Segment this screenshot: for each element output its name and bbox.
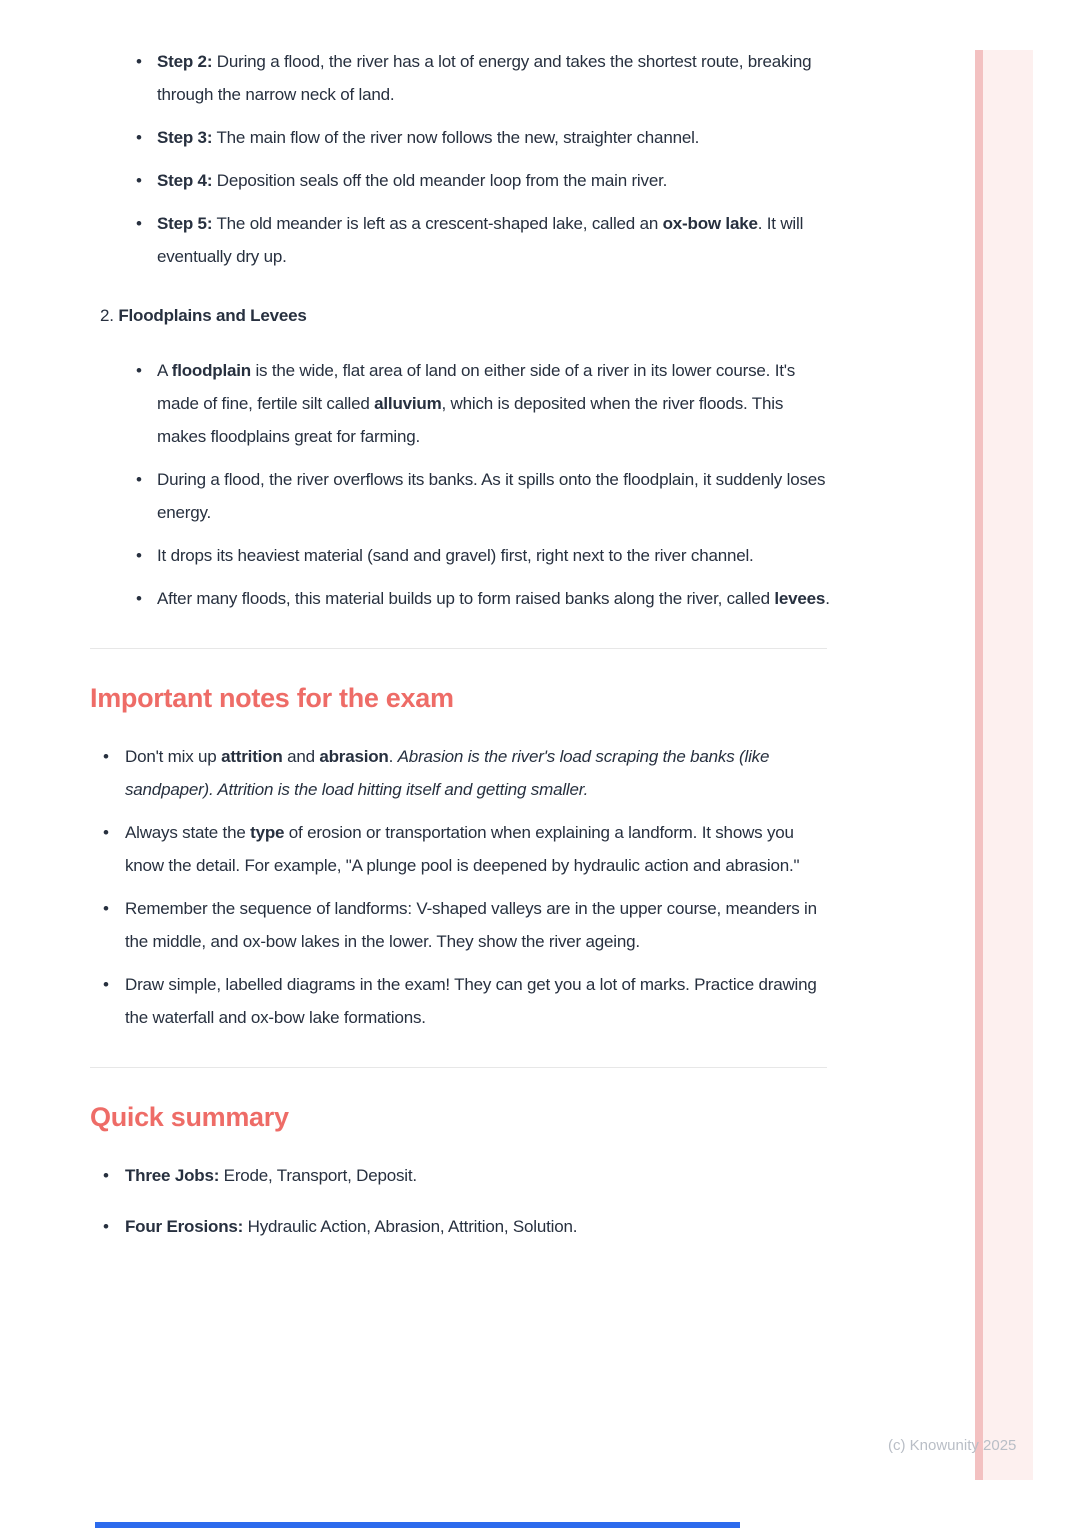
list-item-heavy-material: • It drops its heaviest material (sand and gravel) first, right next to the river channel. <box>90 539 830 572</box>
exam-notes-heading: Important notes for the exam <box>90 683 454 713</box>
notes-content <box>90 45 830 1261</box>
page-edge-accent-band <box>983 50 1033 1480</box>
list-item-step-3: • Step 3: The main flow of the river now follows the new, straighter channel. <box>90 121 830 154</box>
oxbow-steps-list <box>90 45 830 273</box>
list-item-levees: • After many floods, this material builds up to form raised banks along the river, called levees. <box>90 582 830 615</box>
list-item-flood-energy: • During a flood, the river overflows its banks. As it spills onto the floodplain, it suddenly loses energy. <box>90 463 830 529</box>
list-item-step-5: • Step 5: The old meander is left as a crescent-shaped lake, called an ox-bow lake. It will eventually dry up. <box>90 207 830 273</box>
list-item-state-type: • Always state the type of erosion or transportation when explaining a landform. It shows you know the detail. For example, "A plunge pool is deepened by hydraulic action and abrasion." <box>90 816 830 882</box>
list-item-attrition-abrasion: • Don't mix up attrition and abrasion. Abrasion is the river's load scraping the banks (like sandpaper). Attrition is the load hitting itself and getting smaller. <box>90 740 830 806</box>
bottom-progress-bar <box>95 1522 740 1528</box>
watermark: (c) Knowunity 2025 <box>888 1437 1017 1454</box>
quick-summary-heading: Quick summary <box>90 1102 289 1132</box>
page-edge-accent-line <box>975 50 983 1480</box>
floodplains-list <box>90 354 830 615</box>
list-item-step-2: • Step 2: During a flood, the river has a lot of energy and takes the shortest route, breaking through the narrow neck of land. <box>90 45 830 111</box>
quick-summary-list <box>90 1159 830 1243</box>
list-item-sequence: • Remember the sequence of landforms: V-shaped valleys are in the upper course, meanders in the middle, and ox-bow lakes in the lower. They show the river ageing. <box>90 892 830 958</box>
list-item-diagrams: • Draw simple, labelled diagrams in the exam! They can get you a lot of marks. Practice drawing the waterfall and ox-bow lake formations. <box>90 968 830 1034</box>
exam-notes-list <box>90 740 830 1034</box>
list-item-step-4: • Step 4: Deposition seals off the old meander loop from the main river. <box>90 164 830 197</box>
section-divider <box>90 1067 827 1068</box>
section-number: 2. <box>100 306 114 325</box>
list-item-floodplain: • A floodplain is the wide, flat area of land on either side of a river in its lower course. It's made of fine, fertile silt called alluvium, which is deposited when the river floods. This makes floodplains great for farming. <box>90 354 830 453</box>
list-item-three-jobs: • Three Jobs: Erode, Transport, Deposit. <box>90 1159 830 1192</box>
list-item-four-erosions: • Four Erosions: Hydraulic Action, Abrasion, Attrition, Solution. <box>90 1210 830 1243</box>
section-title: Floodplains and Levees <box>118 306 307 325</box>
section-heading-floodplains <box>100 299 830 332</box>
section-divider <box>90 648 827 649</box>
